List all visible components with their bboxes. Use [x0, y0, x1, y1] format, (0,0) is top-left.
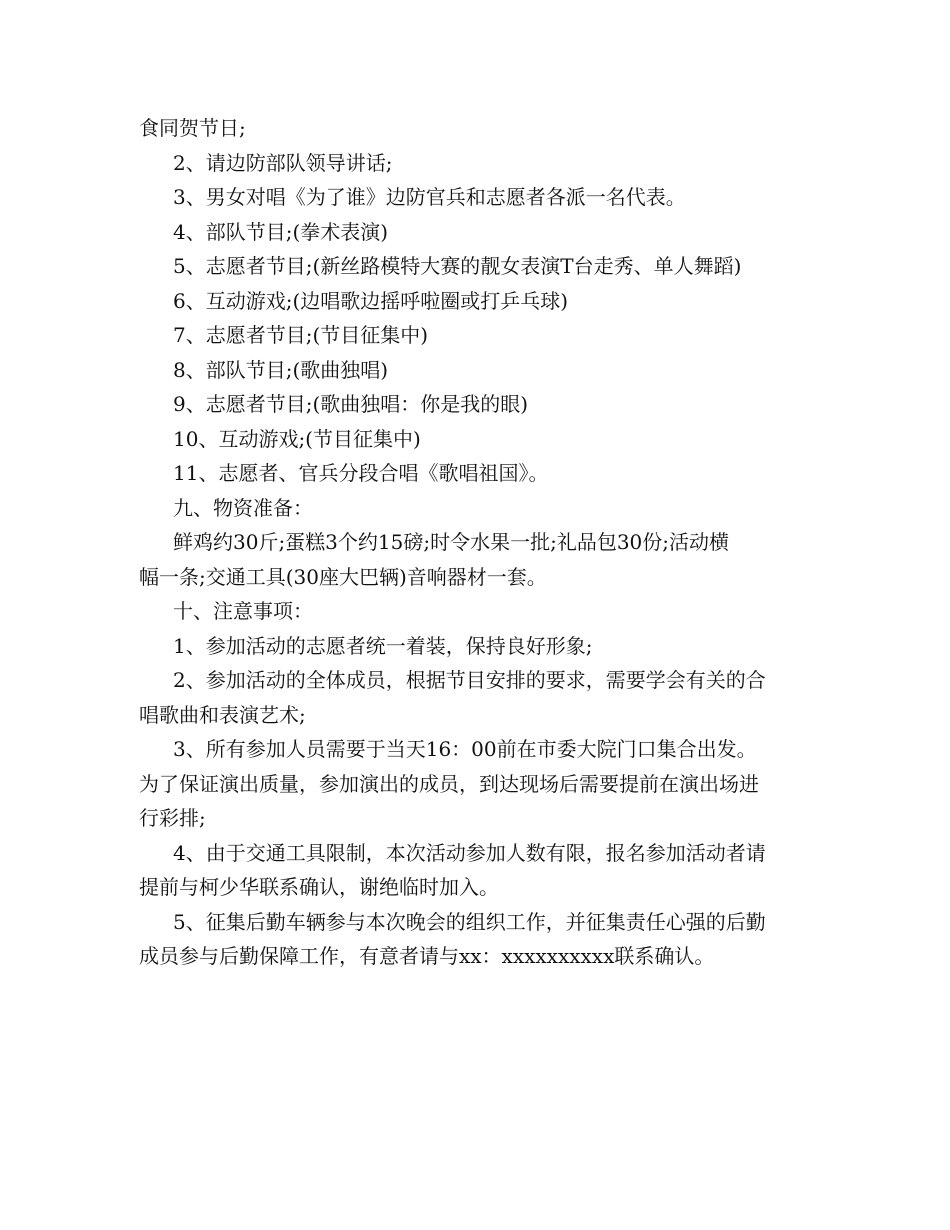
section-heading-supplies: 九、物资准备：	[173, 495, 313, 520]
text-line: 食同贺节日;	[139, 116, 246, 140]
program-item-9: 9、志愿者节目;(歌曲独唱：你是我的眼)	[173, 392, 529, 416]
program-item-8: 8、部队节目;(歌曲独唱)	[173, 357, 389, 382]
program-item-11: 11、志愿者、官兵分段合唱《歌唱祖国》。	[173, 461, 549, 485]
note-item-5: 5、征集后勤车辆参与本次晚会的组织工作，并征集责任心强的后勤	[173, 909, 766, 934]
document-body	[139, 111, 819, 974]
note-item-4-continued: 提前与柯少华联系确认，谢绝临时加入。	[139, 875, 499, 899]
program-item-4: 4、部队节目;(拳术表演)	[173, 219, 389, 244]
section-heading-notes: 十、注意事项：	[173, 599, 313, 623]
program-item-3: 3、男女对唱《为了谁》边防官兵和志愿者各派一名代表。	[173, 185, 686, 209]
supplies-text: 鲜鸡约30斤;蛋糕3个约15磅;时令水果一批;礼品包30份;活动横	[173, 530, 730, 554]
note-item-3: 3、所有参加人员需要于当天16：00前在市委大院门口集合出发。	[173, 737, 757, 761]
note-item-3-continued: 为了保证演出质量，参加演出的成员，到达现场后需要提前在演出场进	[139, 771, 759, 796]
note-item-1: 1、参加活动的志愿者统一着装，保持良好形象;	[173, 633, 593, 658]
supplies-text-continued: 幅一条;交通工具(30座大巴辆)音响器材一套。	[139, 564, 547, 589]
program-item-5: 5、志愿者节目;(新丝路模特大赛的靓女表演T台走秀、单人舞蹈)	[173, 254, 742, 278]
note-item-3-continued-2: 行彩排;	[139, 806, 206, 830]
program-item-10: 10、互动游戏;(节目征集中)	[173, 426, 421, 451]
note-item-2: 2、参加活动的全体成员，根据节目安排的要求，需要学会有关的合	[173, 668, 766, 692]
program-item-7: 7、志愿者节目;(节目征集中)	[173, 323, 429, 347]
note-item-5-continued: 成员参与后勤保障工作，有意者请与xx：xxxxxxxxxx联系确认。	[139, 944, 715, 968]
note-item-2-continued: 唱歌曲和表演艺术;	[139, 702, 306, 727]
note-item-4: 4、由于交通工具限制，本次活动参加人数有限，报名参加活动者请	[173, 840, 766, 865]
program-item-6: 6、互动游戏;(边唱歌边摇呼啦圈或打乒乓球)	[173, 288, 569, 313]
program-item-2: 2、请边防部队领导讲话;	[173, 150, 393, 175]
